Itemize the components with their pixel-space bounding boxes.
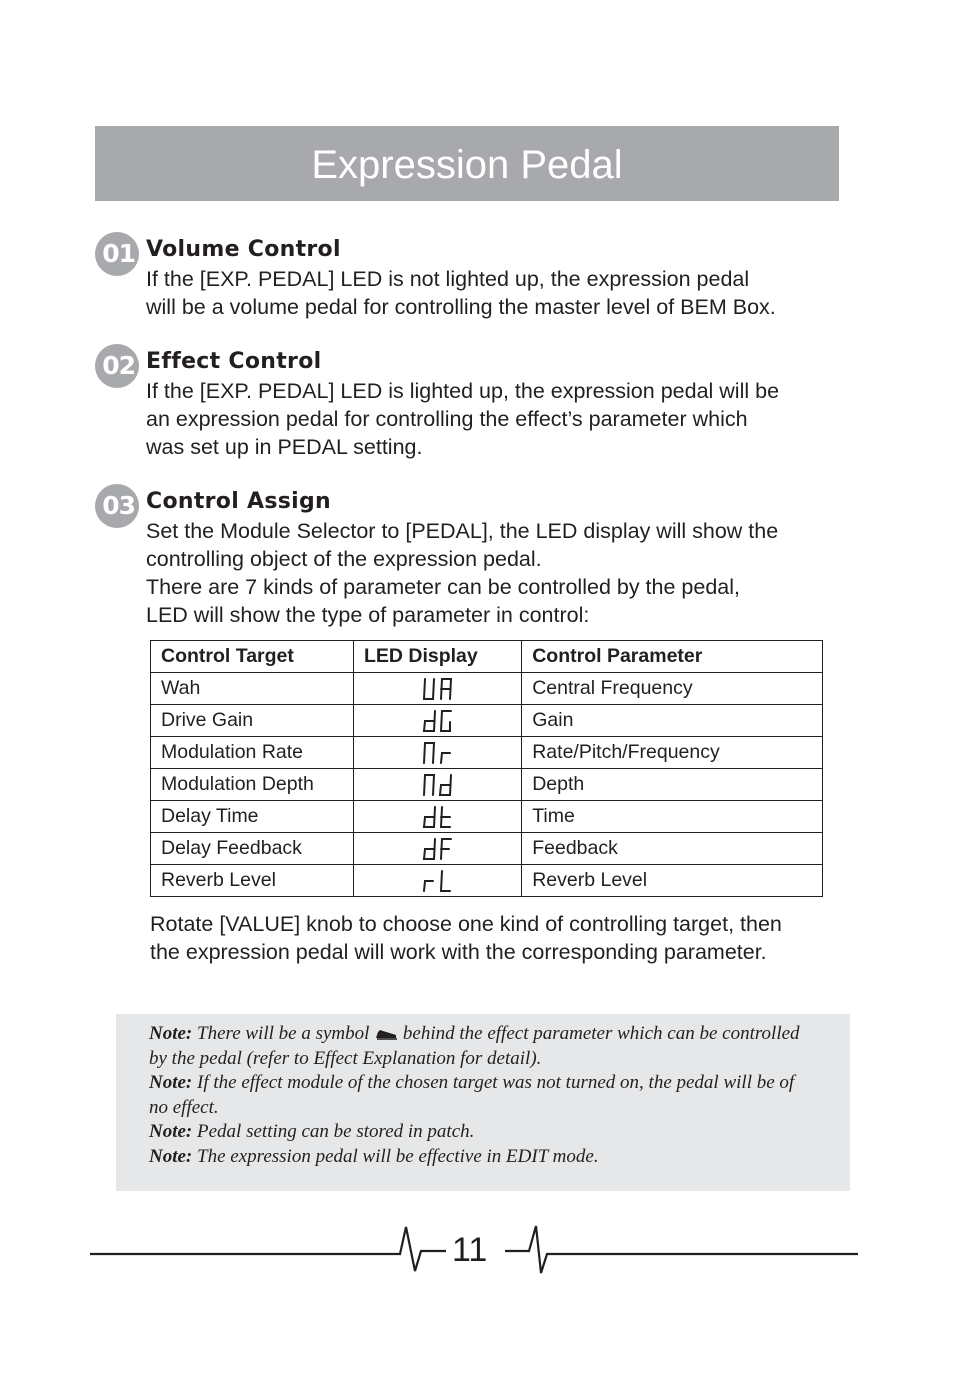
target-cell: Drive Gain (151, 705, 354, 737)
pedal-symbol-icon (374, 1026, 398, 1040)
note (149, 1071, 849, 1120)
section-title: Volume Control (146, 237, 341, 262)
text-line: will be a volume pedal for controlling the master level of BEM Box. (146, 295, 776, 319)
parameter-cell: Depth (522, 769, 823, 801)
text-line: was set up in PEDAL setting. (146, 435, 423, 459)
note-label: Note: (149, 1023, 193, 1044)
parameter-cell: Time (522, 801, 823, 833)
led-display-icon (421, 676, 455, 702)
note-line (149, 1071, 849, 1096)
text-line: There are 7 kinds of parameter can be controlled by the pedal, (146, 575, 740, 599)
text-line: LED will show the type of parameter in control: (146, 603, 590, 627)
table-header-cell: Control Parameter (522, 641, 823, 673)
table-header-cell: LED Display (353, 641, 521, 673)
note-text: Pedal setting can be stored in patch. (197, 1121, 475, 1142)
table-row (151, 801, 823, 833)
target-cell: Reverb Level (151, 865, 354, 897)
section-number-badge: 03 (95, 484, 139, 528)
table-row (151, 833, 823, 865)
note-text: There will be a symbol (197, 1023, 370, 1044)
led-display-icon (421, 708, 455, 734)
target-cell: Wah (151, 673, 354, 705)
notes-list (149, 1022, 849, 1169)
parameter-cell: Rate/Pitch/Frequency (522, 737, 823, 769)
target-cell: Modulation Depth (151, 769, 354, 801)
table-row (151, 769, 823, 801)
control-target-table (150, 640, 823, 897)
target-cell: Delay Feedback (151, 833, 354, 865)
table-row (151, 673, 823, 705)
target-cell: Modulation Rate (151, 737, 354, 769)
notes-box (116, 1014, 850, 1191)
note-line (149, 1120, 849, 1145)
section-number-badge: 02 (95, 344, 139, 388)
note (149, 1145, 849, 1170)
led-display-cell (353, 673, 521, 705)
led-display-icon (421, 772, 455, 798)
section-body (146, 517, 846, 629)
led-display-icon (421, 868, 455, 894)
led-display-icon (421, 836, 455, 862)
note-line (149, 1145, 849, 1170)
led-display-icon (421, 804, 455, 830)
note-line: by the pedal (refer to Effect Explanation for detail). (149, 1047, 542, 1069)
section-title: Control Assign (146, 489, 331, 514)
note (149, 1120, 849, 1145)
parameter-cell: Central Frequency (522, 673, 823, 705)
table-header-row (151, 641, 823, 673)
text-line: Rotate [VALUE] knob to choose one kind of controlling target, then (150, 912, 782, 936)
led-display-icon (421, 740, 455, 766)
section-title: Effect Control (146, 349, 322, 374)
note-line: no effect. (149, 1096, 219, 1118)
text-line: If the [EXP. PEDAL] LED is lighted up, the expression pedal will be (146, 379, 780, 403)
target-cell: Delay Time (151, 801, 354, 833)
note-label: Note: (149, 1145, 193, 1167)
led-display-cell (353, 833, 521, 865)
note-label: Note: (149, 1072, 193, 1093)
led-display-cell (353, 705, 521, 737)
table-row (151, 737, 823, 769)
text-line: the expression pedal will work with the corresponding parameter. (150, 940, 767, 964)
led-display-cell (353, 801, 521, 833)
note (149, 1022, 849, 1071)
parameter-cell: Feedback (522, 833, 823, 865)
text-line: controlling object of the expression pedal. (146, 547, 542, 571)
page-title: Expression Pedal (95, 126, 839, 201)
led-display-cell (353, 737, 521, 769)
section-body (146, 377, 846, 461)
parameter-cell: Gain (522, 705, 823, 737)
text-line: an expression pedal for controlling the effect’s parameter which (146, 407, 748, 431)
note-text: behind the effect parameter which can be controlled (402, 1023, 800, 1044)
section-body (146, 265, 846, 321)
note-text: If the effect module of the chosen target was not turned on, the pedal will be of (197, 1072, 795, 1093)
note-text: The expression pedal will be effective in EDIT mode. (197, 1145, 599, 1167)
section-number-badge: 01 (95, 232, 139, 276)
text-line: If the [EXP. PEDAL] LED is not lighted up, the expression pedal (146, 267, 750, 291)
note-label: Note: (149, 1121, 193, 1142)
led-display-cell (353, 865, 521, 897)
parameter-cell: Reverb Level (522, 865, 823, 897)
page-number: 11 (452, 1231, 488, 1269)
text-line: Set the Module Selector to [PEDAL], the LED display will show the (146, 519, 779, 543)
table-row (151, 705, 823, 737)
table-header-cell: Control Target (151, 641, 354, 673)
led-display-cell (353, 769, 521, 801)
note-line (149, 1022, 849, 1047)
table-row (151, 865, 823, 897)
rotate-instructions (150, 910, 850, 966)
